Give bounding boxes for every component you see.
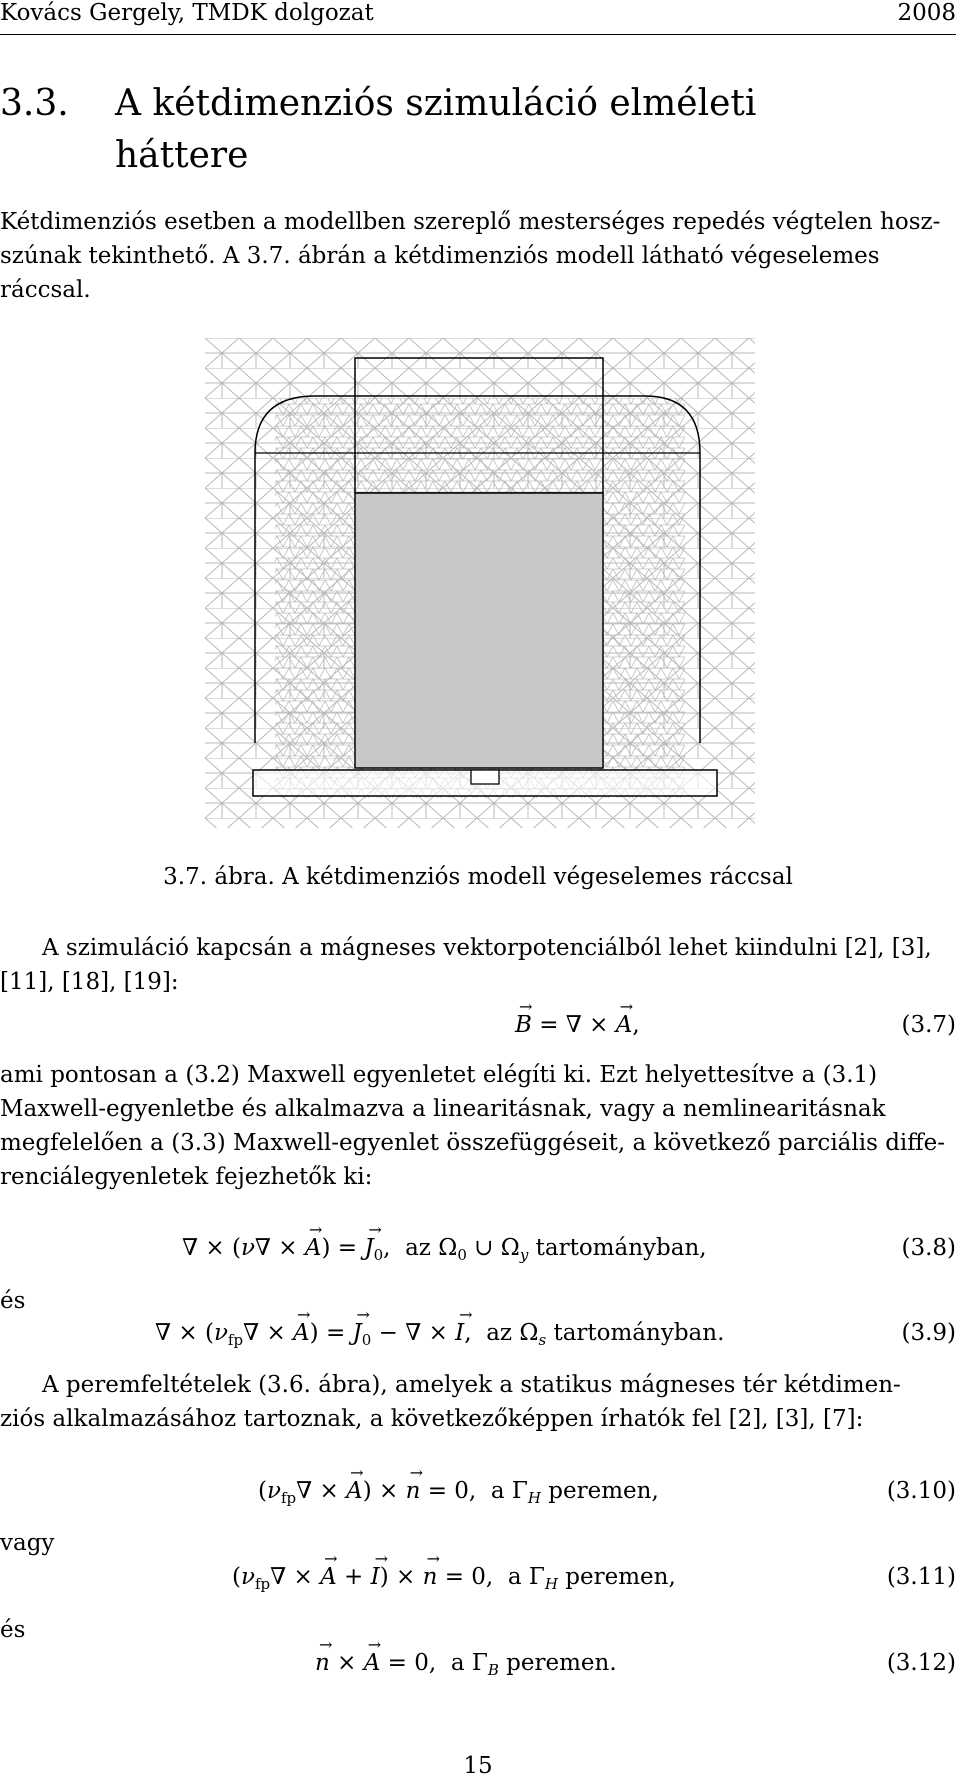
header-year: 2008	[897, 0, 956, 26]
section-title-line2: háttere	[115, 135, 249, 176]
section-title-line1: A kétdimenziós szimuláció elméleti	[115, 83, 757, 124]
header-author: Kovács Gergely, TMDK dolgozat	[0, 0, 374, 26]
para-line: Maxwell-egyenletbe és alkalmazva a linearitásnak, vagy a nemlinearitásnak	[0, 1096, 886, 1122]
para-line: A szimuláció kapcsán a mágneses vektorpotenciálból lehet kiindulni [2], [3],	[42, 935, 932, 961]
equation-3-12: n → × A → = 0, a $\Gamma_B$ peremen.	[315, 1650, 617, 1679]
core-block	[355, 493, 603, 768]
equation-number: (3.9)	[901, 1320, 956, 1346]
equation-number: (3.7)	[901, 1012, 956, 1038]
equation-number: (3.8)	[901, 1235, 956, 1261]
para-line: A peremfeltételek (3.6. ábra), amelyek a statikus mágneses tér kétdimen-	[42, 1372, 901, 1398]
fem-mesh-figure	[205, 338, 755, 828]
equation-3-8: ∇ × (ν∇ × A →) = $J \to_0$, az $\Omega_0$ ∪ $\Omega_y$ tartományban,	[182, 1235, 707, 1264]
connector-word: és	[0, 1617, 26, 1643]
page-number: 15	[463, 1753, 493, 1779]
equation-3-11: ($\nu_{fp}\nabla \times A$ → + I →) × n → = 0, a $\Gamma_H$ peremen,	[232, 1564, 676, 1593]
figure-caption: 3.7. ábra. A kétdimenziós modell végeselemes ráccsal	[163, 864, 793, 890]
intro-line: ráccsal.	[0, 277, 91, 303]
running-header	[0, 0, 956, 35]
connector-word: és	[0, 1288, 26, 1314]
equation-3-7: B → = ∇ × A →,	[515, 1012, 640, 1038]
equation-number: (3.12)	[886, 1650, 956, 1676]
para-line: megfelelően a (3.3) Maxwell-egyenlet összefüggéseit, a következő parciális diffe-	[0, 1130, 946, 1156]
para-line: renciálegyenletek fejezhetők ki:	[0, 1164, 373, 1190]
equation-3-10: ($\nu_{fp}\nabla \times A$ →) × n → = 0, a $\Gamma_H$ peremen,	[258, 1478, 659, 1507]
equation-number: (3.11)	[886, 1564, 956, 1590]
connector-word: vagy	[0, 1530, 55, 1556]
para-line: ami pontosan a (3.2) Maxwell egyenletet elégíti ki. Ezt helyettesítve a (3.1)	[0, 1062, 878, 1088]
para-line: [11], [18], [19]:	[0, 969, 179, 995]
crack-slot	[471, 770, 499, 784]
equation-number: (3.10)	[886, 1478, 956, 1504]
equation-3-9: ∇ × ($\nu_{fp}\nabla \times A$ →) = $J \to_0$ − ∇ × I →, az $\Omega_s$ tartományban.	[155, 1320, 724, 1349]
intro-line: Kétdimenziós esetben a modellben szereplő mesterséges repedés végtelen hosz-	[0, 209, 941, 235]
section-number: 3.3.	[0, 83, 69, 124]
para-line: ziós alkalmazásához tartoznak, a következőképpen írhatók fel [2], [3], [7]:	[0, 1406, 864, 1432]
intro-line: szúnak tekinthető. A 3.7. ábrán a kétdimenziós modell látható végeselemes	[0, 243, 880, 269]
